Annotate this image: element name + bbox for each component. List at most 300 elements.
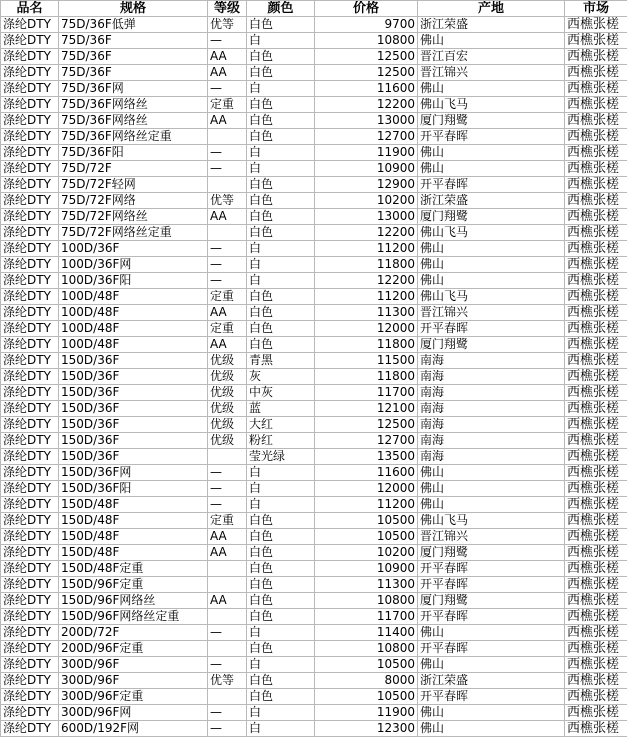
table-row	[1, 177, 627, 193]
cell-origin: 晋江百宏	[418, 49, 565, 65]
cell-product-name: 涤纶DTY	[1, 81, 59, 97]
cell-origin: 南海	[418, 401, 565, 417]
cell-grade: AA	[208, 113, 247, 129]
cell-grade: AA	[208, 49, 247, 65]
cell-market: 西樵张槎	[565, 273, 627, 289]
cell-spec: 75D/36F	[59, 33, 208, 49]
cell-product-name: 涤纶DTY	[1, 305, 59, 321]
cell-color: 白色	[247, 513, 315, 529]
table-row	[1, 433, 627, 449]
cell-product-name: 涤纶DTY	[1, 385, 59, 401]
cell-product-name: 涤纶DTY	[1, 449, 59, 465]
cell-origin: 开平春晖	[418, 129, 565, 145]
cell-color: 白	[247, 481, 315, 497]
cell-spec: 75D/36F网络丝	[59, 97, 208, 113]
cell-origin: 南海	[418, 369, 565, 385]
table-row	[1, 305, 627, 321]
cell-market: 西樵张槎	[565, 65, 627, 81]
cell-market: 西樵张槎	[565, 609, 627, 625]
cell-origin: 佛山	[418, 273, 565, 289]
cell-grade: AA	[208, 337, 247, 353]
cell-market: 西樵张槎	[565, 545, 627, 561]
cell-price: 11300	[315, 577, 418, 593]
cell-spec: 100D/36F	[59, 241, 208, 257]
cell-product-name: 涤纶DTY	[1, 209, 59, 225]
cell-price: 10800	[315, 593, 418, 609]
cell-color: 白	[247, 33, 315, 49]
cell-market: 西樵张槎	[565, 289, 627, 305]
header-origin: 产地	[418, 1, 565, 17]
cell-spec: 100D/48F	[59, 337, 208, 353]
cell-spec: 150D/48F	[59, 513, 208, 529]
cell-product-name: 涤纶DTY	[1, 593, 59, 609]
cell-color: 灰	[247, 369, 315, 385]
cell-origin: 厦门翔鹭	[418, 337, 565, 353]
cell-grade: —	[208, 481, 247, 497]
cell-market: 西樵张槎	[565, 481, 627, 497]
cell-origin: 佛山飞马	[418, 225, 565, 241]
table-row	[1, 353, 627, 369]
cell-color: 莹光绿	[247, 449, 315, 465]
cell-spec: 75D/72F网络丝定重	[59, 225, 208, 241]
cell-product-name: 涤纶DTY	[1, 625, 59, 641]
cell-spec: 150D/36F网	[59, 465, 208, 481]
header-price: 价格	[315, 1, 418, 17]
cell-color: 白	[247, 145, 315, 161]
cell-spec: 150D/96F网络丝定重	[59, 609, 208, 625]
cell-grade: 优级	[208, 401, 247, 417]
cell-product-name: 涤纶DTY	[1, 241, 59, 257]
cell-grade: AA	[208, 305, 247, 321]
table-row	[1, 97, 627, 113]
cell-grade: —	[208, 721, 247, 737]
cell-origin: 开平春晖	[418, 577, 565, 593]
table-row	[1, 129, 627, 145]
header-grade: 等级	[208, 1, 247, 17]
cell-price: 11900	[315, 145, 418, 161]
cell-grade	[208, 225, 247, 241]
cell-market: 西樵张槎	[565, 225, 627, 241]
cell-color: 白色	[247, 689, 315, 705]
cell-market: 西樵张槎	[565, 577, 627, 593]
cell-origin: 佛山	[418, 33, 565, 49]
cell-market: 西樵张槎	[565, 561, 627, 577]
cell-color: 白色	[247, 321, 315, 337]
cell-market: 西樵张槎	[565, 529, 627, 545]
cell-origin: 佛山	[418, 625, 565, 641]
cell-origin: 开平春晖	[418, 689, 565, 705]
cell-color: 白色	[247, 193, 315, 209]
cell-market: 西樵张槎	[565, 113, 627, 129]
cell-price: 10500	[315, 513, 418, 529]
cell-origin: 佛山	[418, 657, 565, 673]
cell-color: 白色	[247, 337, 315, 353]
header-product-name: 品名	[1, 1, 59, 17]
cell-color: 白色	[247, 129, 315, 145]
cell-spec: 300D/96F网	[59, 705, 208, 721]
cell-origin: 佛山飞马	[418, 513, 565, 529]
cell-color: 白色	[247, 561, 315, 577]
cell-price: 11200	[315, 497, 418, 513]
cell-price: 13500	[315, 449, 418, 465]
cell-market: 西樵张槎	[565, 705, 627, 721]
cell-grade: 优级	[208, 369, 247, 385]
cell-color: 白	[247, 625, 315, 641]
cell-market: 西樵张槎	[565, 97, 627, 113]
cell-product-name: 涤纶DTY	[1, 561, 59, 577]
table-row	[1, 193, 627, 209]
cell-spec: 150D/48F定重	[59, 561, 208, 577]
table-row	[1, 593, 627, 609]
cell-origin: 开平春晖	[418, 321, 565, 337]
cell-color: 粉红	[247, 433, 315, 449]
cell-origin: 浙江荣盛	[418, 17, 565, 33]
cell-color: 白色	[247, 673, 315, 689]
table-row	[1, 49, 627, 65]
cell-origin: 开平春晖	[418, 177, 565, 193]
cell-color: 白	[247, 465, 315, 481]
cell-product-name: 涤纶DTY	[1, 257, 59, 273]
cell-market: 西樵张槎	[565, 689, 627, 705]
cell-color: 白色	[247, 305, 315, 321]
cell-color: 白色	[247, 529, 315, 545]
cell-market: 西樵张槎	[565, 497, 627, 513]
cell-color: 白	[247, 161, 315, 177]
cell-price: 12100	[315, 401, 418, 417]
cell-grade: —	[208, 465, 247, 481]
cell-price: 12000	[315, 481, 418, 497]
cell-market: 西樵张槎	[565, 321, 627, 337]
cell-market: 西樵张槎	[565, 161, 627, 177]
table-row	[1, 369, 627, 385]
cell-product-name: 涤纶DTY	[1, 497, 59, 513]
cell-product-name: 涤纶DTY	[1, 529, 59, 545]
cell-color: 白	[247, 657, 315, 673]
cell-spec: 75D/36F网络丝	[59, 113, 208, 129]
cell-price: 10900	[315, 161, 418, 177]
cell-product-name: 涤纶DTY	[1, 337, 59, 353]
cell-spec: 600D/192F网	[59, 721, 208, 737]
table-row	[1, 81, 627, 97]
cell-spec: 100D/48F	[59, 321, 208, 337]
cell-market: 西樵张槎	[565, 305, 627, 321]
cell-market: 西樵张槎	[565, 433, 627, 449]
table-row	[1, 577, 627, 593]
cell-spec: 75D/36F低弹	[59, 17, 208, 33]
cell-price: 10500	[315, 657, 418, 673]
header-market: 市场	[565, 1, 627, 17]
table-row	[1, 113, 627, 129]
cell-grade: 定重	[208, 513, 247, 529]
cell-origin: 南海	[418, 433, 565, 449]
cell-product-name: 涤纶DTY	[1, 145, 59, 161]
table-row	[1, 689, 627, 705]
cell-color: 白色	[247, 209, 315, 225]
header-spec: 规格	[59, 1, 208, 17]
cell-spec: 75D/36F网	[59, 81, 208, 97]
cell-product-name: 涤纶DTY	[1, 289, 59, 305]
cell-color: 白	[247, 273, 315, 289]
cell-market: 西樵张槎	[565, 81, 627, 97]
cell-price: 11800	[315, 369, 418, 385]
cell-origin: 佛山	[418, 241, 565, 257]
cell-grade: 优级	[208, 353, 247, 369]
header-color: 颜色	[247, 1, 315, 17]
cell-color: 白	[247, 257, 315, 273]
table-row	[1, 497, 627, 513]
cell-price: 11500	[315, 353, 418, 369]
cell-spec: 150D/48F	[59, 529, 208, 545]
cell-spec: 150D/96F定重	[59, 577, 208, 593]
cell-spec: 75D/36F	[59, 49, 208, 65]
cell-color: 白色	[247, 65, 315, 81]
cell-product-name: 涤纶DTY	[1, 401, 59, 417]
cell-color: 白色	[247, 577, 315, 593]
cell-grade: —	[208, 33, 247, 49]
cell-spec: 100D/48F	[59, 289, 208, 305]
cell-origin: 佛山	[418, 161, 565, 177]
cell-color: 白色	[247, 177, 315, 193]
cell-market: 西樵张槎	[565, 657, 627, 673]
cell-product-name: 涤纶DTY	[1, 481, 59, 497]
cell-spec: 200D/72F	[59, 625, 208, 641]
cell-spec: 150D/36F	[59, 353, 208, 369]
table-row	[1, 225, 627, 241]
cell-spec: 150D/36F	[59, 433, 208, 449]
cell-spec: 150D/48F	[59, 545, 208, 561]
table-row	[1, 641, 627, 657]
cell-color: 白	[247, 81, 315, 97]
table-row	[1, 33, 627, 49]
cell-color: 白色	[247, 593, 315, 609]
cell-origin: 南海	[418, 449, 565, 465]
cell-price: 12200	[315, 225, 418, 241]
cell-spec: 150D/36F	[59, 401, 208, 417]
cell-color: 白色	[247, 289, 315, 305]
cell-market: 西樵张槎	[565, 33, 627, 49]
cell-price: 11700	[315, 385, 418, 401]
cell-origin: 开平春晖	[418, 641, 565, 657]
cell-product-name: 涤纶DTY	[1, 49, 59, 65]
cell-spec: 150D/36F阳	[59, 481, 208, 497]
table-row	[1, 529, 627, 545]
cell-spec: 100D/48F	[59, 305, 208, 321]
cell-product-name: 涤纶DTY	[1, 465, 59, 481]
cell-color: 中灰	[247, 385, 315, 401]
cell-market: 西樵张槎	[565, 641, 627, 657]
cell-origin: 浙江荣盛	[418, 673, 565, 689]
cell-price: 11600	[315, 81, 418, 97]
cell-origin: 南海	[418, 353, 565, 369]
cell-price: 11600	[315, 465, 418, 481]
cell-grade	[208, 689, 247, 705]
cell-price: 12300	[315, 721, 418, 737]
cell-market: 西樵张槎	[565, 209, 627, 225]
cell-grade: —	[208, 625, 247, 641]
table-row	[1, 705, 627, 721]
table-row	[1, 161, 627, 177]
cell-grade	[208, 129, 247, 145]
cell-product-name: 涤纶DTY	[1, 721, 59, 737]
cell-grade	[208, 449, 247, 465]
cell-spec: 75D/36F阳	[59, 145, 208, 161]
cell-origin: 开平春晖	[418, 561, 565, 577]
cell-product-name: 涤纶DTY	[1, 417, 59, 433]
cell-price: 10200	[315, 545, 418, 561]
cell-product-name: 涤纶DTY	[1, 545, 59, 561]
cell-market: 西樵张槎	[565, 257, 627, 273]
cell-color: 蓝	[247, 401, 315, 417]
cell-spec: 75D/36F	[59, 65, 208, 81]
cell-color: 白色	[247, 545, 315, 561]
cell-grade: —	[208, 257, 247, 273]
cell-origin: 厦门翔鹭	[418, 113, 565, 129]
cell-price: 10500	[315, 529, 418, 545]
cell-grade	[208, 177, 247, 193]
table-row	[1, 721, 627, 737]
cell-origin: 佛山	[418, 257, 565, 273]
cell-product-name: 涤纶DTY	[1, 689, 59, 705]
cell-price: 12900	[315, 177, 418, 193]
cell-price: 11800	[315, 257, 418, 273]
table-row	[1, 209, 627, 225]
cell-origin: 佛山	[418, 481, 565, 497]
cell-origin: 佛山飞马	[418, 289, 565, 305]
cell-product-name: 涤纶DTY	[1, 321, 59, 337]
cell-spec: 75D/72F网络丝	[59, 209, 208, 225]
cell-price: 12500	[315, 417, 418, 433]
cell-color: 白色	[247, 97, 315, 113]
table-row	[1, 449, 627, 465]
table-row	[1, 657, 627, 673]
cell-spec: 75D/36F网络丝定重	[59, 129, 208, 145]
table-row	[1, 673, 627, 689]
cell-spec: 150D/96F网络丝	[59, 593, 208, 609]
cell-market: 西樵张槎	[565, 193, 627, 209]
cell-market: 西樵张槎	[565, 369, 627, 385]
cell-spec: 300D/96F定重	[59, 689, 208, 705]
cell-product-name: 涤纶DTY	[1, 193, 59, 209]
cell-grade: —	[208, 81, 247, 97]
table-row	[1, 241, 627, 257]
cell-price: 11900	[315, 705, 418, 721]
table-row	[1, 273, 627, 289]
table-row	[1, 545, 627, 561]
cell-spec: 100D/36F阳	[59, 273, 208, 289]
cell-color: 白色	[247, 17, 315, 33]
table-row	[1, 609, 627, 625]
table-row	[1, 145, 627, 161]
cell-origin: 厦门翔鹭	[418, 545, 565, 561]
cell-market: 西樵张槎	[565, 337, 627, 353]
cell-market: 西樵张槎	[565, 129, 627, 145]
table-row	[1, 385, 627, 401]
cell-color: 白色	[247, 49, 315, 65]
cell-grade: AA	[208, 545, 247, 561]
cell-grade: AA	[208, 529, 247, 545]
cell-origin: 佛山	[418, 721, 565, 737]
cell-origin: 佛山飞马	[418, 97, 565, 113]
cell-product-name: 涤纶DTY	[1, 161, 59, 177]
cell-price: 10800	[315, 641, 418, 657]
cell-grade: 定重	[208, 97, 247, 113]
cell-market: 西樵张槎	[565, 449, 627, 465]
header-row	[1, 1, 627, 17]
cell-price: 12700	[315, 129, 418, 145]
cell-grade: —	[208, 161, 247, 177]
cell-market: 西樵张槎	[565, 593, 627, 609]
cell-spec: 150D/48F	[59, 497, 208, 513]
cell-price: 12500	[315, 65, 418, 81]
cell-origin: 南海	[418, 385, 565, 401]
cell-product-name: 涤纶DTY	[1, 577, 59, 593]
cell-price: 12000	[315, 321, 418, 337]
cell-price: 10500	[315, 689, 418, 705]
cell-product-name: 涤纶DTY	[1, 705, 59, 721]
cell-origin: 晋江锦兴	[418, 65, 565, 81]
cell-grade	[208, 561, 247, 577]
cell-origin: 佛山	[418, 497, 565, 513]
cell-grade	[208, 609, 247, 625]
cell-market: 西樵张槎	[565, 385, 627, 401]
cell-grade: —	[208, 497, 247, 513]
cell-product-name: 涤纶DTY	[1, 65, 59, 81]
cell-price: 12200	[315, 97, 418, 113]
cell-grade: 优等	[208, 17, 247, 33]
cell-origin: 厦门翔鹭	[418, 209, 565, 225]
cell-price: 12700	[315, 433, 418, 449]
table-row	[1, 337, 627, 353]
cell-spec: 150D/36F	[59, 369, 208, 385]
cell-product-name: 涤纶DTY	[1, 641, 59, 657]
cell-product-name: 涤纶DTY	[1, 353, 59, 369]
cell-color: 白色	[247, 225, 315, 241]
table-row	[1, 289, 627, 305]
cell-color: 白色	[247, 113, 315, 129]
table-row	[1, 65, 627, 81]
cell-product-name: 涤纶DTY	[1, 17, 59, 33]
cell-spec: 150D/36F	[59, 385, 208, 401]
cell-product-name: 涤纶DTY	[1, 657, 59, 673]
cell-origin: 南海	[418, 417, 565, 433]
cell-spec: 200D/96F定重	[59, 641, 208, 657]
cell-product-name: 涤纶DTY	[1, 177, 59, 193]
cell-price: 11300	[315, 305, 418, 321]
cell-price: 9700	[315, 17, 418, 33]
table-row	[1, 465, 627, 481]
cell-origin: 晋江锦兴	[418, 305, 565, 321]
cell-origin: 厦门翔鹭	[418, 593, 565, 609]
cell-color: 白	[247, 241, 315, 257]
cell-market: 西樵张槎	[565, 145, 627, 161]
cell-color: 白色	[247, 641, 315, 657]
cell-market: 西樵张槎	[565, 513, 627, 529]
table-body	[1, 17, 627, 737]
cell-grade: 定重	[208, 289, 247, 305]
cell-grade: 优级	[208, 433, 247, 449]
cell-spec: 150D/36F	[59, 417, 208, 433]
cell-color: 白	[247, 497, 315, 513]
cell-origin: 晋江锦兴	[418, 529, 565, 545]
cell-spec: 300D/96F	[59, 673, 208, 689]
cell-price: 11400	[315, 625, 418, 641]
cell-grade: 优级	[208, 385, 247, 401]
cell-product-name: 涤纶DTY	[1, 369, 59, 385]
cell-grade: AA	[208, 209, 247, 225]
cell-price: 10800	[315, 33, 418, 49]
cell-price: 11700	[315, 609, 418, 625]
cell-spec: 100D/36F网	[59, 257, 208, 273]
